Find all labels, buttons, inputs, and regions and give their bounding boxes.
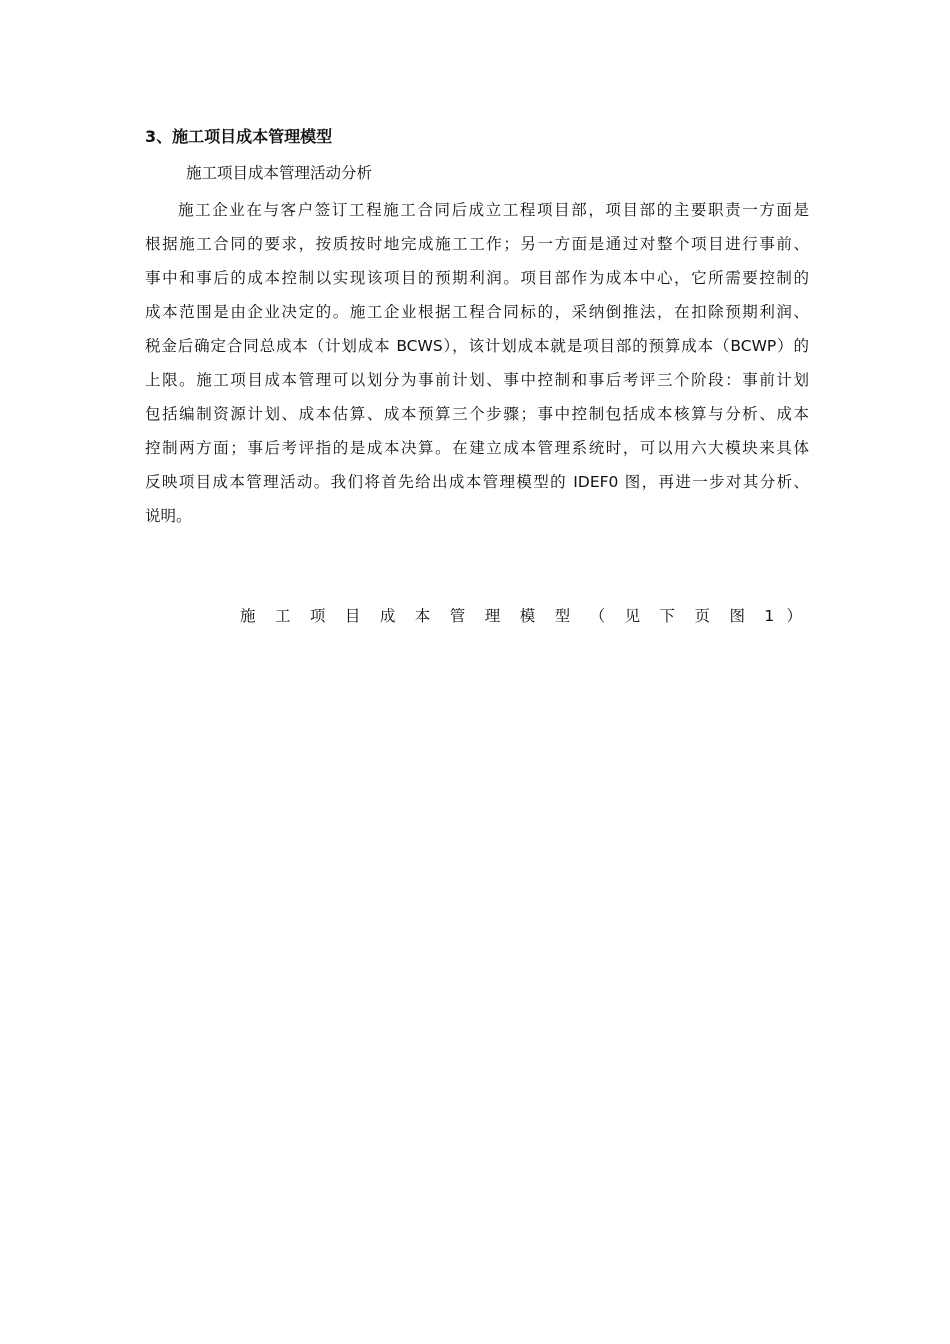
section-subheading: 施工项目成本管理活动分析	[186, 164, 373, 182]
paragraph-line: 控制两方面；事后考评指的是成本决算。在建立成本管理系统时，可以用六大模块来具体	[145, 439, 809, 457]
paragraph-line: 成本范围是由企业决定的。施工企业根据工程合同标的，采纳倒推法，在扣除预期利润、	[145, 303, 809, 321]
section-heading: 3、施工项目成本管理模型	[145, 127, 333, 146]
paragraph-line: 包括编制资源计划、成本估算、成本预算三个步骤；事中控制包括成本核算与分析、成本	[145, 405, 809, 423]
paragraph-line: 税金后确定合同总成本（计划成本 BCWS），该计划成本就是项目部的预算成本（BCWP）的	[145, 337, 809, 355]
paragraph-line: 说明。	[145, 507, 192, 525]
paragraph-line: 事中和事后的成本控制以实现该项目的预期利润。项目部作为成本中心，它所需要控制的	[145, 269, 809, 287]
paragraph-line: 施工企业在与客户签订工程施工合同后成立工程项目部，项目部的主要职责一方面是	[178, 201, 809, 219]
body-paragraph	[145, 196, 809, 536]
paragraph-line: 根据施工合同的要求，按质按时地完成施工工作；另一方面是通过对整个项目进行事前、	[145, 235, 809, 253]
paragraph-line: 反映项目成本管理活动。我们将首先给出成本管理模型的 IDEF0 图，再进一步对其分析、	[145, 473, 809, 491]
paragraph-line: 上限。施工项目成本管理可以划分为事前计划、事中控制和事后考评三个阶段：事前计划	[145, 371, 809, 389]
figure-caption: 施 工 项 目 成 本 管 理 模 型 （ 见 下 页 图 1 ）	[240, 607, 802, 625]
